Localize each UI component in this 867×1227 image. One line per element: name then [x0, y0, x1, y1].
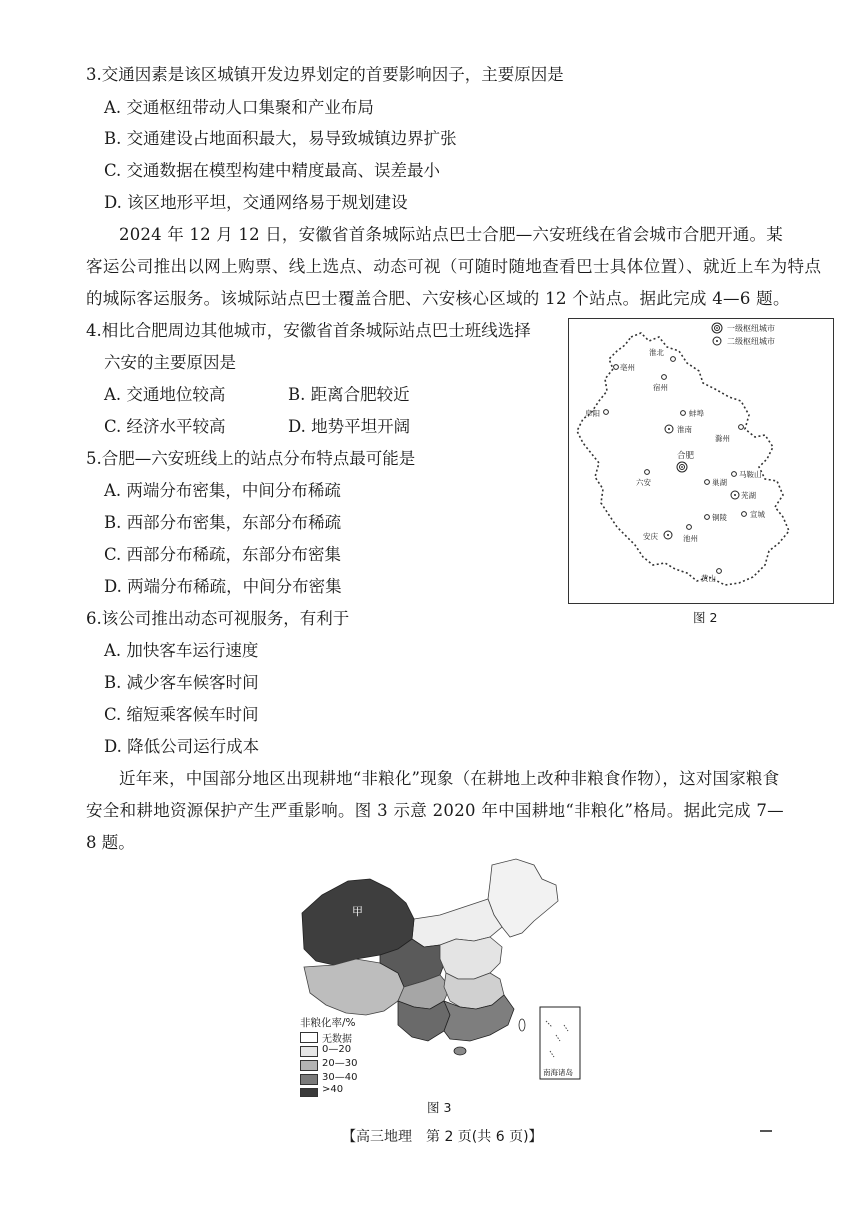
question-5-stem: 5.合肥—六安班线上的站点分布特点最可能是: [86, 449, 416, 468]
question-3-stem: 3.交通因素是该区城镇开发边界划定的首要影响因子，主要原因是: [86, 65, 564, 84]
page-footer: 【高三地理 第 2 页(共 6 页)】: [342, 1129, 543, 1145]
region-taiwan: [519, 1019, 525, 1031]
q5-option-d: D. 两端分布稀疏，中间分布密集: [104, 577, 342, 596]
legend-item-20-30: 20—30: [322, 1058, 358, 1069]
city-maanshan: [732, 469, 762, 479]
city-bengbu: [681, 408, 705, 418]
svg-text:安庆: 安庆: [643, 532, 658, 541]
map-legend: [712, 323, 775, 346]
svg-text:蚌埠: 蚌埠: [689, 409, 704, 418]
city-luan: [636, 470, 651, 487]
passage-2-line-1: 近年来，中国部分地区出现耕地“非粮化”现象（在耕地上改种非粮食作物），这对国家粮食: [119, 769, 780, 788]
region-hainan: [454, 1047, 466, 1055]
q4-option-c: C. 经济水平较高: [104, 417, 226, 436]
figure-2-caption: 图 2: [693, 610, 718, 625]
q4-option-d: D. 地势平坦开阔: [288, 417, 411, 436]
legend-swatch-30-40: [300, 1074, 318, 1085]
city-tongling: [705, 512, 728, 522]
q3-option-a: A. 交通枢纽带动人口集聚和产业布局: [104, 98, 374, 117]
svg-text:铜陵: 铜陵: [712, 513, 727, 522]
figure-3-china-map: [294, 855, 589, 1095]
city-fuyang: [585, 408, 608, 418]
legend-swatch-no-data: [300, 1032, 318, 1043]
city-anqing: [643, 531, 672, 541]
question-4-stem-line-2: 六安的主要原因是: [104, 353, 236, 372]
figure-3-caption: 图 3: [427, 1100, 452, 1115]
svg-text:宿州: 宿州: [653, 383, 668, 392]
passage-2-line-3: 8 题。: [86, 833, 135, 852]
legend-swatch-0-20: [300, 1046, 318, 1057]
q5-option-b: B. 西部分布密集，东部分布稀疏: [104, 513, 342, 532]
svg-text:巢湖: 巢湖: [712, 478, 727, 487]
legend-second-level-hub: 二级枢纽城市: [727, 337, 775, 346]
city-wuhu: [731, 490, 756, 500]
svg-text:淮北: 淮北: [649, 348, 664, 357]
q3-option-c: C. 交通数据在模型构建中精度最高、误差最小: [104, 161, 441, 180]
svg-text:池州: 池州: [683, 534, 698, 543]
city-xuancheng: [742, 509, 766, 519]
city-chaohu: [705, 477, 728, 487]
svg-text:合肥: 合肥: [677, 451, 695, 461]
q5-option-c: C. 西部分布稀疏，东部分布密集: [104, 545, 342, 564]
svg-text:马鞍山: 马鞍山: [739, 470, 762, 479]
q6-option-c: C. 缩短乘客候车时间: [104, 705, 259, 724]
legend-item-no-data: 无数据: [322, 1034, 352, 1045]
passage-1-line-3: 的城际客运服务。该城际站点巴士覆盖合肥、六安核心区域的 12 个站点。据此完成 4—6 题。: [86, 289, 790, 308]
figure-2-anhui-map: [568, 318, 834, 604]
map-label-jia: 甲: [352, 905, 363, 918]
city-chizhou: [683, 525, 698, 543]
legend-first-level-hub: 一级枢纽城市: [727, 324, 775, 333]
city-huainan: [665, 424, 692, 434]
svg-text:淮南: 淮南: [677, 425, 692, 434]
legend-item-0-20: 0—20: [322, 1044, 352, 1055]
legend-swatch-20-30: [300, 1060, 318, 1071]
legend-item-over-40: >40: [322, 1084, 344, 1095]
svg-text:宣城: 宣城: [750, 510, 765, 519]
svg-text:亳州: 亳州: [620, 363, 635, 372]
svg-text:芜湖: 芜湖: [741, 491, 756, 500]
q3-option-d: D. 该区地形平坦，交通网络易于规划建设: [104, 193, 408, 212]
passage-1-line-2: 客运公司推出以网上购票、线上选点、动态可视（可随时随地查看巴士具体位置）、就近上车为特点: [86, 257, 822, 276]
q5-option-a: A. 两端分布密集，中间分布稀疏: [104, 481, 341, 500]
passage-2-line-2: 安全和耕地资源保护产生严重影响。图 3 示意 2020 年中国耕地“非粮化”格局。据此完成 7—: [86, 801, 784, 820]
city-bozhou: [614, 362, 635, 372]
anhui-map-svg: [569, 319, 833, 603]
svg-text:滁州: 滁州: [715, 434, 730, 443]
city-suzhou: [653, 375, 668, 392]
q4-option-a: A. 交通地位较高: [104, 385, 226, 404]
svg-text:阜阳: 阜阳: [585, 409, 600, 418]
city-hefei: [677, 450, 695, 472]
legend-title: 非粮化率/%: [300, 1017, 356, 1029]
corner-mark: [760, 1130, 772, 1132]
q6-option-a: A. 加快客车运行速度: [104, 641, 259, 660]
city-chuzhou: [715, 425, 743, 443]
svg-text:黄山: 黄山: [701, 574, 716, 583]
passage-1-line-1: 2024 年 12 月 12 日，安徽省首条城际站点巴士合肥—六安班线在省会城市合肥开通。某: [119, 225, 783, 244]
legend-item-30-40: 30—40: [322, 1072, 358, 1083]
q6-option-d: D. 降低公司运行成本: [104, 737, 260, 756]
legend-swatch-over-40: [300, 1088, 318, 1097]
question-4-stem-line-1: 4.相比合肥周边其他城市，安徽省首条城际站点巴士班线选择: [86, 321, 531, 340]
inset-label: 南海诸岛: [543, 1068, 573, 1077]
question-6-stem: 6.该公司推出动态可视服务，有利于: [86, 609, 350, 628]
svg-text:六安: 六安: [636, 478, 651, 487]
region-north-china: [440, 937, 502, 979]
q4-option-b: B. 距离合肥较近: [288, 385, 410, 404]
q3-option-b: B. 交通建设占地面积最大，易导致城镇边界扩张: [104, 129, 457, 148]
q6-option-b: B. 减少客车候客时间: [104, 673, 259, 692]
